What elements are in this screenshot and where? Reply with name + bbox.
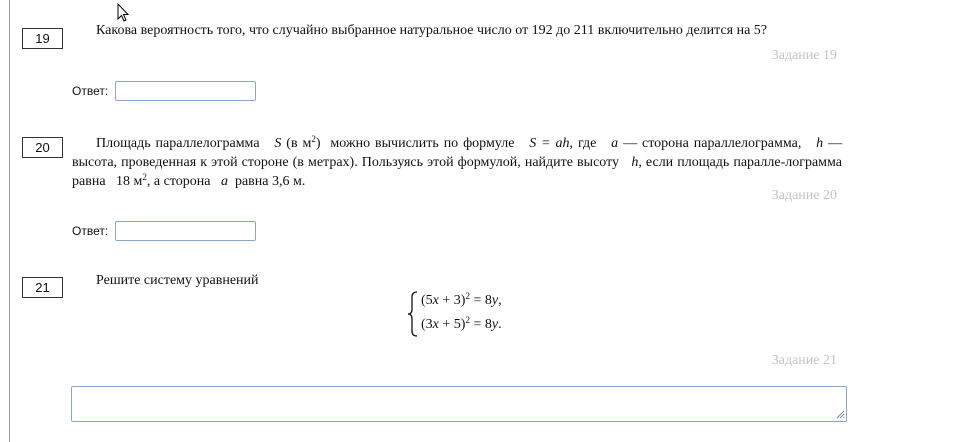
brace-icon: [407, 290, 419, 338]
eq2-y: y: [491, 317, 499, 332]
var-h-2: h: [631, 155, 639, 170]
task-21-ref: Задание 21: [771, 353, 837, 368]
unit-open: (в м: [286, 136, 312, 151]
task-20-t5: — высота, проведенная к этой стороне (в метрах). Пользуясь этой формулой, найдите высоту: [72, 136, 843, 170]
task-19-question: Какова вероятность того, что случайно выбранное натуральное число от 192 до 211 включительно делится на 5?: [96, 23, 768, 38]
arrow-cursor-icon: [117, 3, 131, 23]
eq1-y: y: [491, 293, 499, 308]
eq1-a: (5: [421, 293, 433, 308]
task-21-prompt: Решите систему уравнений: [96, 273, 259, 288]
eq2-c: = 8: [473, 317, 492, 332]
var-a-2: a: [220, 174, 228, 189]
equation-2: [421, 317, 502, 333]
task-20-t3: , где: [569, 136, 597, 151]
task-20-t2: можно вычислить по формуле: [330, 136, 515, 151]
var-a: a: [611, 136, 619, 151]
task-20-t6: , если площадь паралле-лограмма равна: [72, 155, 843, 189]
answer-textarea-21[interactable]: [71, 386, 847, 422]
task-19-text: [72, 21, 842, 40]
task-20-text: [72, 134, 842, 191]
eq1-exp: 2: [465, 291, 470, 301]
var-S: S: [274, 136, 282, 151]
eq2-a: (3: [421, 317, 433, 332]
answer-label-19: Ответ:: [72, 84, 109, 98]
eq2-b: + 5): [442, 317, 466, 332]
eq1-x: x: [432, 293, 439, 308]
eq1-end: ,: [498, 293, 502, 308]
resize-grip-icon[interactable]: [836, 410, 845, 419]
formula: S = ah: [529, 136, 570, 151]
left-border: [9, 0, 10, 442]
answer-input-20[interactable]: [115, 221, 256, 241]
task-21-text: [72, 271, 842, 290]
area-value: 18 м: [116, 174, 143, 189]
task-19-ref: Задание 19: [771, 48, 837, 63]
task-number-19: 19: [22, 28, 63, 49]
equation-1: [421, 293, 502, 309]
answer-label-20: Ответ:: [72, 224, 109, 238]
task-20-ref: Задание 20: [771, 188, 837, 203]
task-number-20: 20: [22, 137, 63, 158]
eq1-c: = 8: [473, 293, 492, 308]
unit-exp: 2: [311, 134, 316, 144]
eq1-b: + 3): [442, 293, 466, 308]
area-exp: 2: [142, 172, 147, 182]
task-20-t1: Площадь параллелограмма: [96, 136, 260, 151]
eq2-end: .: [498, 317, 502, 332]
var-h: h: [816, 136, 824, 151]
task-20-t4: — сторона параллелограмма,: [623, 136, 802, 151]
unit-close: ): [315, 136, 321, 151]
task-20-t8: равна 3,6 м.: [234, 174, 306, 189]
answer-input-19[interactable]: [115, 81, 256, 101]
eq2-x: x: [432, 317, 439, 332]
task-number-21: 21: [22, 277, 63, 298]
task-20-t7: , а сторона: [146, 174, 211, 189]
eq2-exp: 2: [465, 315, 470, 325]
